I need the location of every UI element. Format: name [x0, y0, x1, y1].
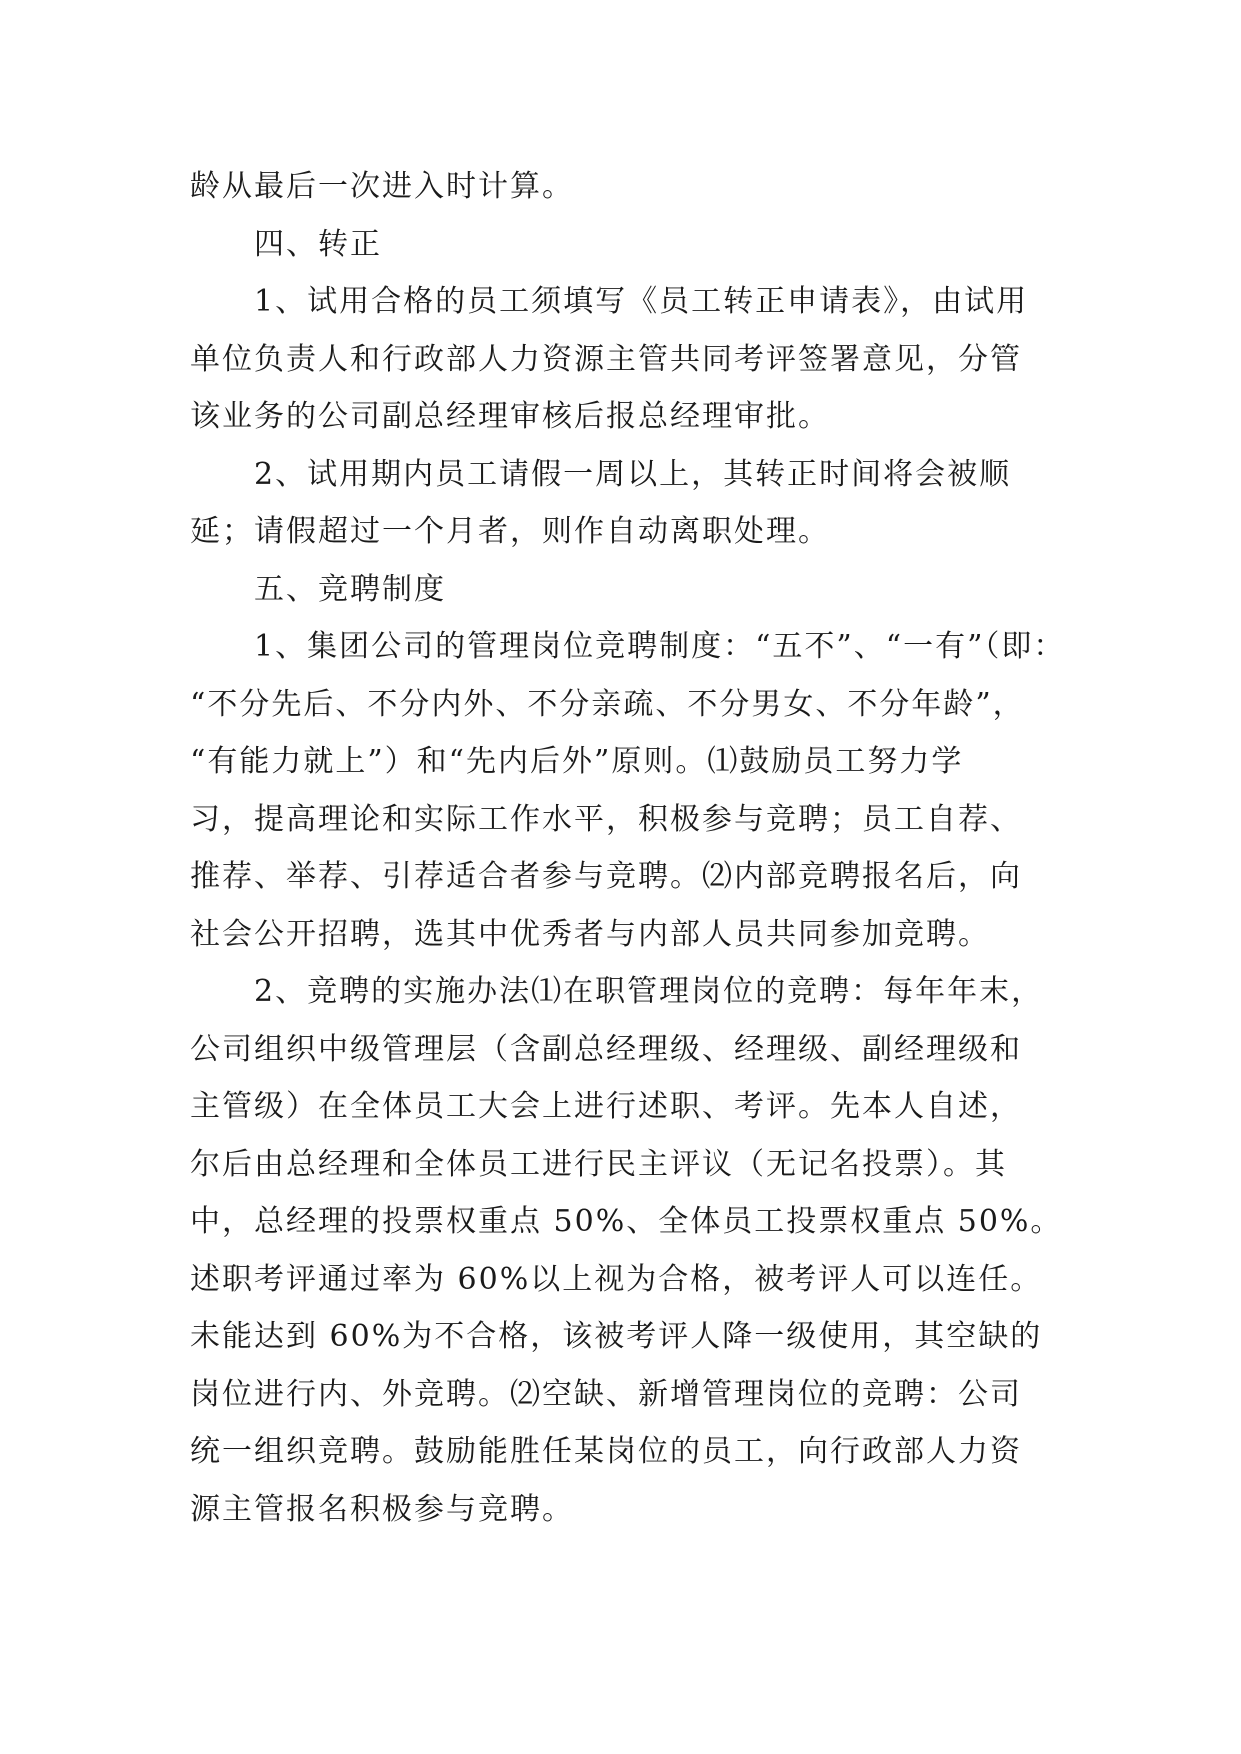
section-heading: 五、竞聘制度 [254, 571, 446, 607]
text-line: 未能达到 60%为不合格，该被考评人降一级使用，其空缺的 [190, 1319, 1043, 1354]
text-line: 尔后由总经理和全体员工进行民主评议（无记名投票）。其 [190, 1146, 1007, 1182]
text-line: 单位负责人和行政部人力资源主管共同考评签署意见，分管 [190, 341, 1022, 377]
text-line: “不分先后、不分内外、不分亲疏、不分男女、不分年龄”， [190, 686, 1025, 722]
text-line: 公司组织中级管理层（含副总经理级、经理级、副经理级和 [190, 1031, 1022, 1067]
text-line: 中，总经理的投票权重点 50%、全体员工投票权重点 50%。 [190, 1204, 1063, 1239]
text-line: 习，提高理论和实际工作水平，积极参与竞聘；员工自荐、 [190, 801, 1022, 837]
text-line: 岗位进行内、外竞聘。⑵空缺、新增管理岗位的竞聘：公司 [190, 1376, 1022, 1412]
text-line: 龄从最后一次进入时计算。 [190, 169, 574, 204]
text-line: “有能力就上”）和“先内后外”原则。⑴鼓励员工努力学 [190, 744, 964, 779]
text-line: 1、集团公司的管理岗位竞聘制度：“五不”、“一有”（即： [254, 629, 1066, 664]
text-line: 2、竞聘的实施办法⑴在职管理岗位的竞聘：每年年末， [254, 974, 1044, 1009]
section-heading: 四、转正 [254, 226, 382, 262]
text-line: 该业务的公司副总经理审核后报总经理审批。 [190, 399, 830, 434]
text-line: 社会公开招聘，选其中优秀者与内部人员共同参加竞聘。 [190, 916, 990, 952]
text-line: 源主管报名积极参与竞聘。 [190, 1491, 574, 1527]
text-line: 统一组织竞聘。鼓励能胜任某岗位的员工，向行政部人力资 [190, 1434, 1022, 1469]
text-line: 推荐、举荐、引荐适合者参与竞聘。⑵内部竞聘报名后，向 [190, 859, 1022, 894]
text-line: 1、试用合格的员工须填写《员工转正申请表》，由试用 [254, 284, 1029, 319]
text-line: 主管级）在全体员工大会上进行述职、考评。先本人自述， [190, 1089, 1022, 1124]
document-body [190, 158, 1070, 1538]
text-line: 延；请假超过一个月者，则作自动离职处理。 [190, 514, 830, 549]
text-line: 述职考评通过率为 60%以上视为合格，被考评人可以连任。 [190, 1261, 1043, 1297]
text-line: 2、试用期内员工请假一周以上，其转正时间将会被顺 [254, 456, 1012, 492]
